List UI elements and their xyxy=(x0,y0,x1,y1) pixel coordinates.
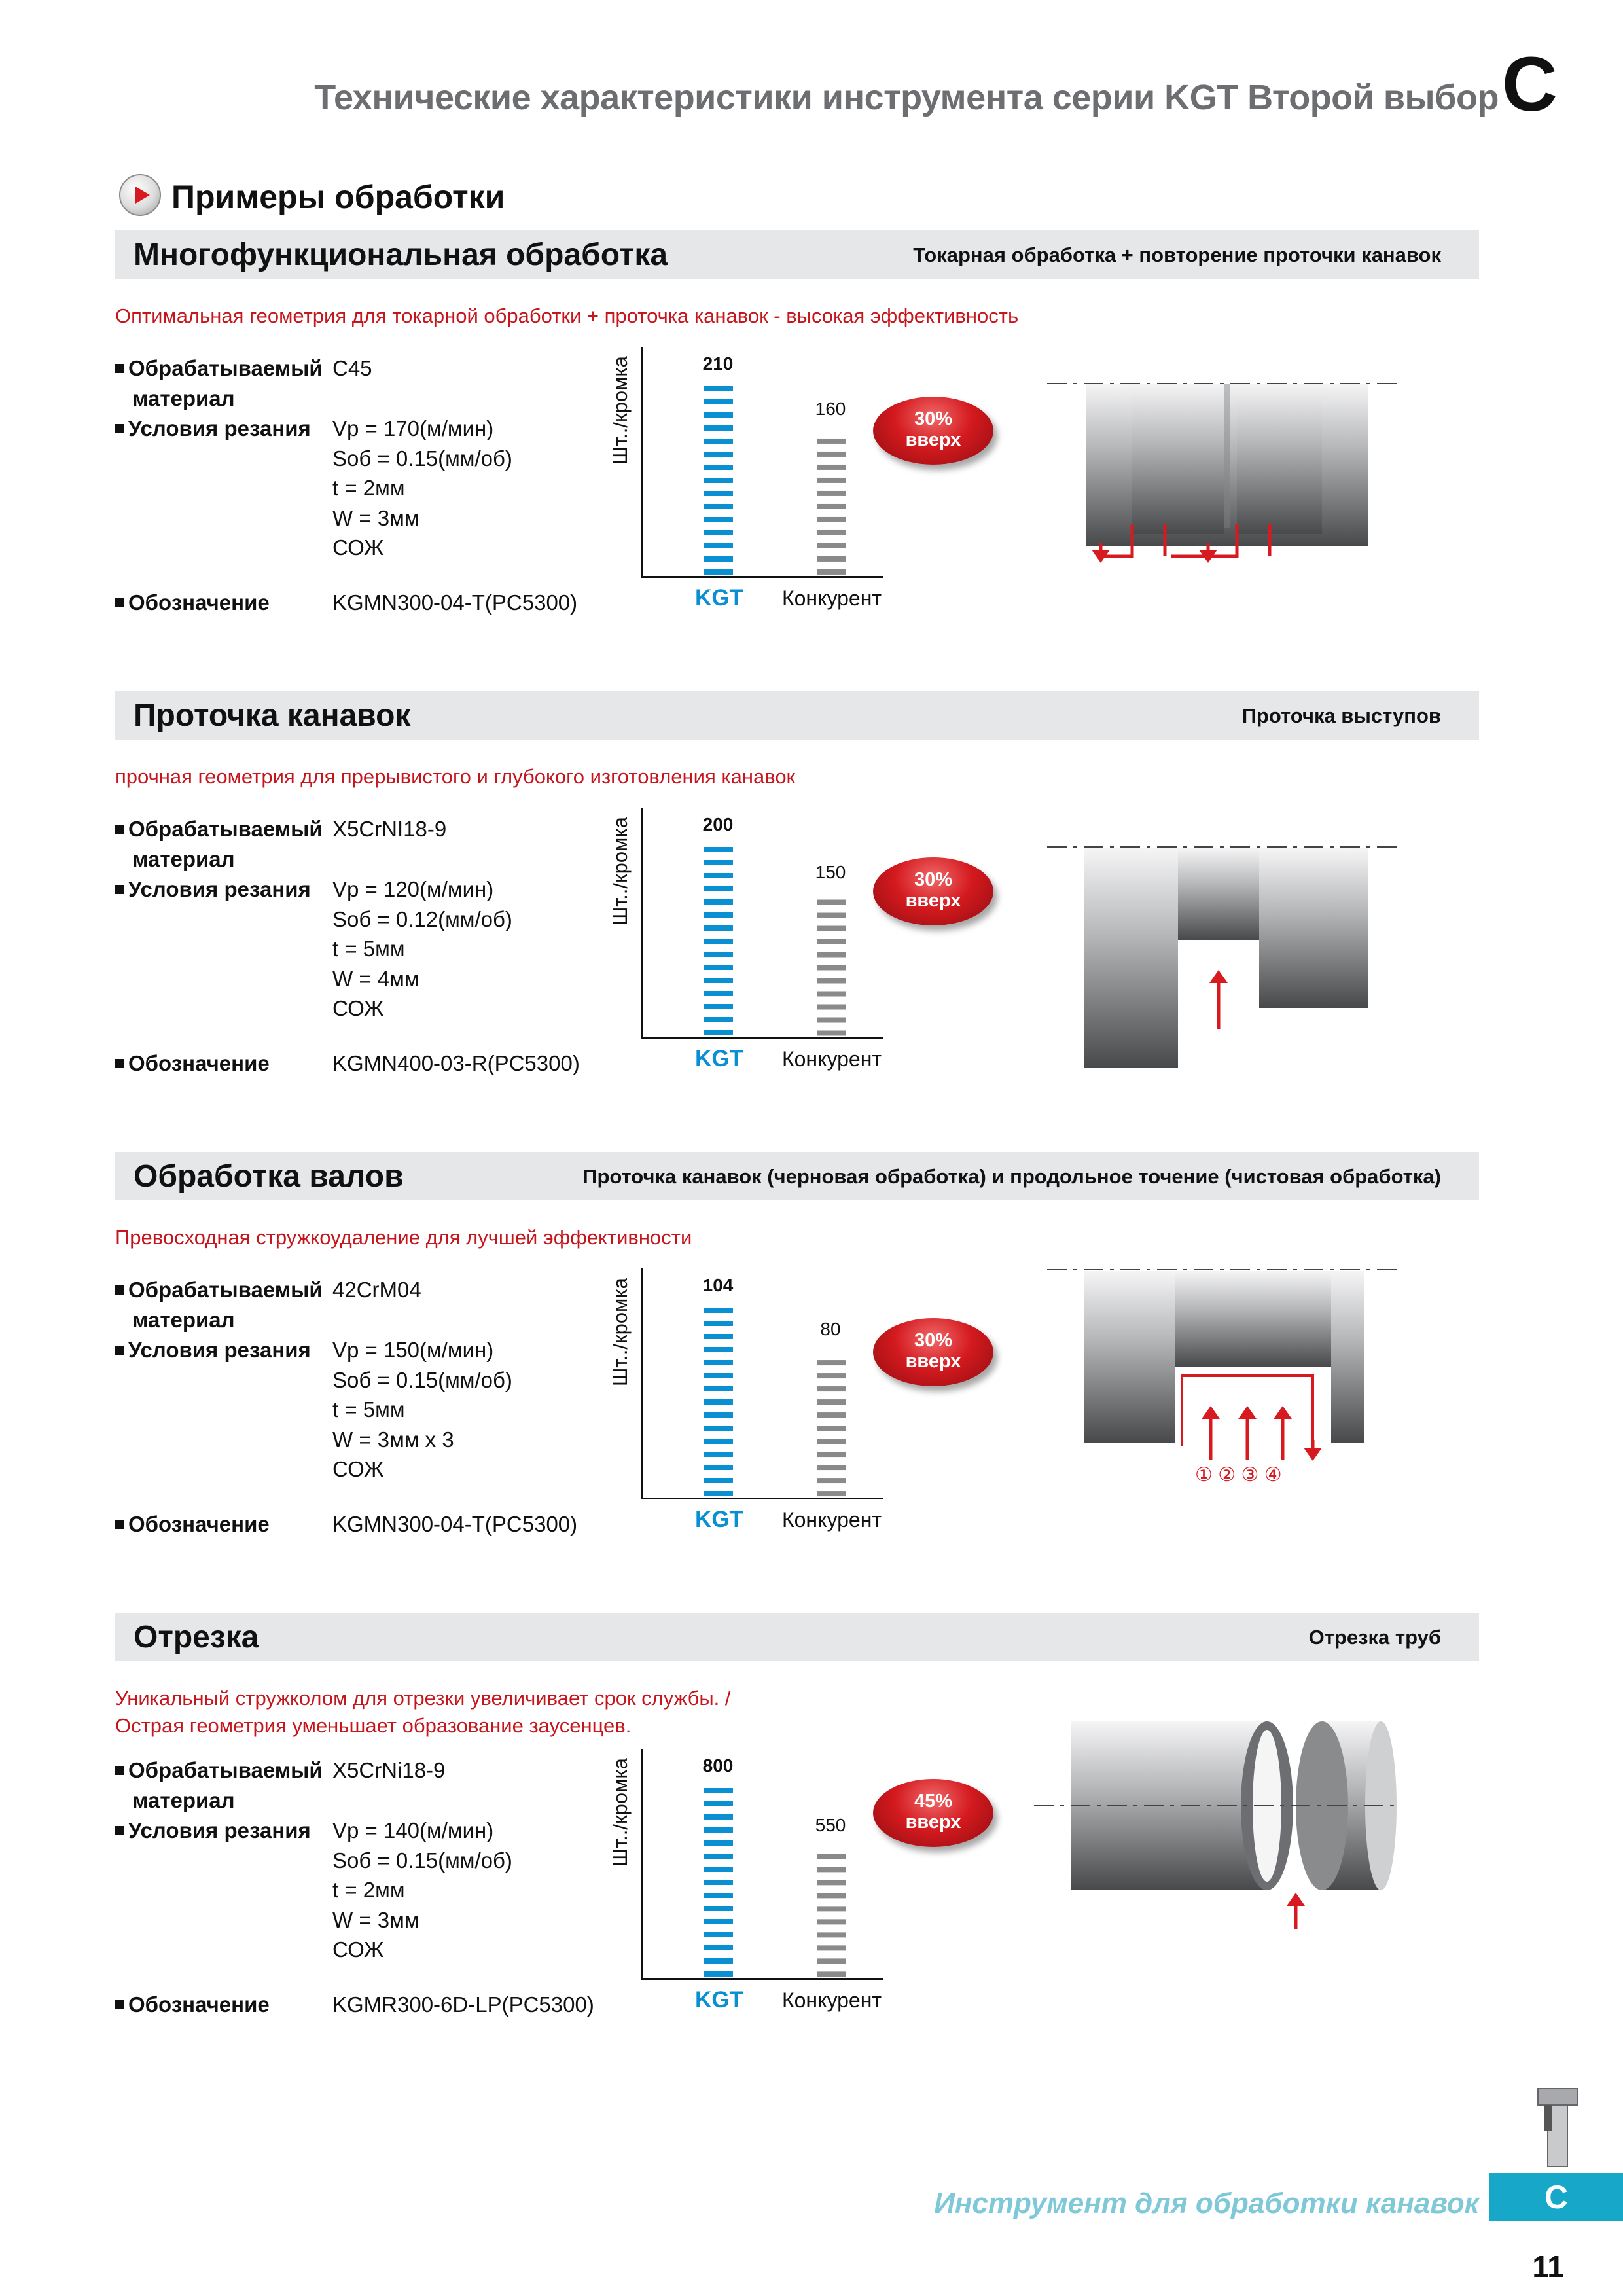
bar-segment xyxy=(817,1932,846,1937)
bar-segment xyxy=(817,939,846,944)
bar-segment xyxy=(817,517,846,522)
bullet-square-icon xyxy=(115,1285,124,1295)
condition-value: W = 3мм x 3 xyxy=(332,1427,454,1452)
bar-competitor xyxy=(815,431,848,576)
bar-segment xyxy=(817,952,846,957)
category-label-competitor: Конкурент xyxy=(781,1988,882,2012)
bar-segment xyxy=(817,1017,846,1022)
bar-segment xyxy=(704,1347,733,1352)
bar-segment xyxy=(817,1854,846,1859)
bar-segment xyxy=(817,556,846,562)
designation-label-text: Обозначение xyxy=(128,1512,270,1536)
bar-segment xyxy=(704,860,733,865)
category-label-kgt: KGT xyxy=(695,1987,743,2013)
bar-segment xyxy=(817,439,846,444)
bar-segment xyxy=(817,1919,846,1924)
bar-segment xyxy=(817,1386,846,1391)
condition-value: Vp = 150(м/мин) xyxy=(332,1338,494,1362)
bar-segment xyxy=(817,569,846,575)
bar-segment xyxy=(704,491,733,496)
bullet-square-icon xyxy=(115,1059,124,1068)
bar-segment xyxy=(704,1971,733,1977)
bar-segment xyxy=(817,1439,846,1444)
bar-segment xyxy=(817,1004,846,1009)
section-header-bar xyxy=(115,230,1479,279)
value-label-competitor: 150 xyxy=(815,861,846,882)
bar-segment xyxy=(704,386,733,391)
bar-segment xyxy=(817,1399,846,1405)
condition-value: Sоб = 0.15(мм/об) xyxy=(332,446,512,471)
bar-segment xyxy=(817,1958,846,1964)
designation-label xyxy=(115,1049,270,1079)
bullet-square-icon xyxy=(115,2000,124,2009)
chart-y-axis xyxy=(641,1749,643,1978)
bullet-square-icon xyxy=(115,424,124,433)
bar-segment xyxy=(704,556,733,562)
bar-segment xyxy=(704,1906,733,1911)
material-label-line1: Обрабатываемый xyxy=(128,1278,323,1302)
material-label-line2: материал xyxy=(132,847,235,871)
condition-value: t = 2мм xyxy=(332,476,405,500)
bar-segment xyxy=(704,439,733,444)
bar-segment xyxy=(704,1880,733,1885)
section-subtitle: Токарная обработка + повторение проточки канавок xyxy=(913,243,1441,266)
value-label-kgt: 800 xyxy=(702,1755,734,1776)
material-label-cont xyxy=(115,1305,235,1335)
bar-segment xyxy=(704,1412,733,1418)
bar-segment xyxy=(817,543,846,548)
badge-text: вверх xyxy=(905,1812,961,1833)
designation-value: KGMN300-04-T(PC5300) xyxy=(332,590,578,615)
chart-y-axis xyxy=(641,1268,643,1498)
page-header-title: Технические характеристики инструмента серии KGT Второй выбор xyxy=(314,78,1499,117)
improvement-badge xyxy=(873,1779,993,1847)
conditions-label xyxy=(115,1335,311,1365)
footer-text: Инструмент для обработки канавок xyxy=(934,2187,1479,2219)
bar-segment xyxy=(817,465,846,470)
category-label-kgt: KGT xyxy=(695,1507,743,1532)
bar-segment xyxy=(704,1321,733,1326)
bar-segment xyxy=(817,530,846,535)
bar-competitor xyxy=(815,1352,848,1498)
designation-value: KGMR300-6D-LP(PC5300) xyxy=(332,1992,594,2017)
bar-segment xyxy=(704,1788,733,1793)
section-description: прочная геометрия для прерывистого и глубокого изготовления канавок xyxy=(115,765,796,788)
condition-value: t = 2мм xyxy=(332,1878,405,1902)
section-letter: C xyxy=(1501,41,1558,128)
bar-kgt xyxy=(703,386,736,576)
bar-segment xyxy=(704,991,733,996)
bar-segment xyxy=(817,1906,846,1911)
condition-value: W = 4мм xyxy=(332,966,419,991)
conditions-label xyxy=(115,1816,311,1846)
bar-segment xyxy=(817,1945,846,1950)
condition-value: СОЖ xyxy=(332,1457,384,1481)
value-label-competitor: 160 xyxy=(815,399,846,420)
bar-segment xyxy=(704,847,733,852)
bar-segment xyxy=(704,1308,733,1313)
condition-value: СОЖ xyxy=(332,996,384,1020)
improvement-badge xyxy=(873,1318,993,1386)
designation-label-text: Обозначение xyxy=(128,1051,270,1075)
category-label-competitor: Конкурент xyxy=(781,1508,882,1532)
condition-value: t = 5мм xyxy=(332,937,405,961)
condition-value: Sоб = 0.15(мм/об) xyxy=(332,1367,512,1392)
badge-text: вверх xyxy=(905,890,961,911)
section-title: Проточка канавок xyxy=(134,698,411,733)
material-label-line2: материал xyxy=(132,386,235,410)
designation-label xyxy=(115,588,270,618)
bar-segment xyxy=(704,1426,733,1431)
bar-segment xyxy=(704,1360,733,1365)
material-label-line1: Обрабатываемый xyxy=(128,356,323,380)
value-label-kgt: 200 xyxy=(702,814,734,834)
bar-segment xyxy=(704,1465,733,1470)
material-label-line2: материал xyxy=(132,1308,235,1332)
designation-value: KGMN300-04-T(PC5300) xyxy=(332,1512,578,1536)
conditions-label xyxy=(115,874,311,905)
value-label-kgt: 210 xyxy=(702,353,734,374)
bar-segment xyxy=(817,925,846,931)
bar-segment xyxy=(817,504,846,509)
bar-segment xyxy=(817,491,846,496)
bar-segment xyxy=(704,1491,733,1496)
bar-segment xyxy=(817,899,846,905)
bullet-square-icon xyxy=(115,825,124,834)
section-description: Острая геометрия уменьшает образование заусенцев. xyxy=(115,1714,632,1737)
bar-segment xyxy=(704,478,733,483)
bullet-square-icon xyxy=(115,598,124,607)
bar-segment xyxy=(704,412,733,418)
bar-segment xyxy=(704,1373,733,1378)
section-description: Превосходная стружкоудаление для лучшей эффективности xyxy=(115,1226,692,1249)
bar-segment xyxy=(817,1478,846,1483)
bar-segment xyxy=(704,1439,733,1444)
bullet-square-icon xyxy=(115,1520,124,1529)
footer-section-letter: C xyxy=(1489,2173,1623,2221)
bar-segment xyxy=(704,1840,733,1846)
bar-segment xyxy=(704,530,733,535)
bar-competitor xyxy=(815,1848,848,1979)
bar-segment xyxy=(817,978,846,983)
bar-segment xyxy=(817,991,846,996)
badge-percent: 30% xyxy=(914,869,953,890)
bullet-square-icon xyxy=(115,885,124,894)
bar-segment xyxy=(704,425,733,431)
chart-x-axis xyxy=(641,576,883,578)
section-header-bar xyxy=(115,1613,1479,1661)
material-value: X5CrNI18-9 xyxy=(332,817,447,841)
bar-segment xyxy=(704,1399,733,1405)
section-header-bar xyxy=(115,691,1479,740)
workpiece-diagram-grooving xyxy=(1047,840,1400,1076)
bar-segment xyxy=(817,1867,846,1872)
material-value: 42CrM04 xyxy=(332,1278,421,1302)
designation-value: KGMN400-03-R(PC5300) xyxy=(332,1051,580,1075)
pass-number-markers: ① ② ③ ④ xyxy=(1195,1464,1282,1486)
bar-segment xyxy=(704,965,733,970)
bar-segment xyxy=(704,1801,733,1806)
value-label-competitor: 550 xyxy=(815,1814,846,1835)
bar-segment xyxy=(704,1814,733,1820)
bar-segment xyxy=(817,1971,846,1977)
bar-segment xyxy=(817,1360,846,1365)
bar-segment xyxy=(704,886,733,891)
condition-value: Sоб = 0.15(мм/об) xyxy=(332,1848,512,1873)
value-label-competitor: 80 xyxy=(820,1318,841,1339)
bar-kgt xyxy=(703,1788,736,1978)
bar-segment xyxy=(704,952,733,957)
bar-segment xyxy=(704,465,733,470)
category-label-competitor: Конкурент xyxy=(781,586,882,610)
bar-segment xyxy=(704,1386,733,1391)
grooving-tool-icon xyxy=(1525,2088,1597,2173)
workpiece-diagram-multifunction xyxy=(1047,367,1400,576)
bar-segment xyxy=(704,899,733,905)
conditions-label-text: Условия резания xyxy=(128,1818,311,1842)
chart-y-axis xyxy=(641,347,643,576)
category-label-kgt: KGT xyxy=(695,1046,743,1071)
condition-value: СОЖ xyxy=(332,1937,384,1962)
bar-segment xyxy=(704,1334,733,1339)
section-subtitle: Проточка выступов xyxy=(1241,704,1441,727)
examples-title: Примеры обработки xyxy=(171,179,505,215)
bar-segment xyxy=(704,504,733,509)
condition-value: СОЖ xyxy=(332,535,384,560)
material-label-line2: материал xyxy=(132,1788,235,1812)
bar-segment xyxy=(704,1030,733,1035)
bar-segment xyxy=(704,399,733,404)
bar-segment xyxy=(817,1452,846,1457)
chart-y-axis xyxy=(641,808,643,1037)
bar-segment xyxy=(817,1412,846,1418)
value-label-kgt: 104 xyxy=(702,1275,734,1295)
conditions-label-text: Условия резания xyxy=(128,877,311,901)
bar-segment xyxy=(704,978,733,983)
bar-kgt xyxy=(703,1308,736,1498)
improvement-badge xyxy=(873,857,993,925)
section-title: Отрезка xyxy=(134,1620,259,1655)
section-title: Многофункциональная обработка xyxy=(134,238,668,272)
bar-segment xyxy=(817,1465,846,1470)
bullet-square-icon xyxy=(115,1346,124,1355)
bar-segment xyxy=(704,1945,733,1950)
condition-value: W = 3мм xyxy=(332,505,419,530)
section-description: Оптимальная геометрия для токарной обработки + проточка канавок - высокая эффективность xyxy=(115,304,1019,327)
conditions-label-text: Условия резания xyxy=(128,1338,311,1362)
play-icon xyxy=(119,174,161,216)
chart-y-label: Шт../кромка xyxy=(609,1758,632,1867)
section-title: Обработка валов xyxy=(134,1159,404,1194)
bar-segment xyxy=(704,543,733,548)
condition-value: Vp = 170(м/мин) xyxy=(332,416,494,440)
bar-segment xyxy=(704,1017,733,1022)
bar-segment xyxy=(704,1919,733,1924)
material-value: X5CrNi18-9 xyxy=(332,1758,446,1782)
category-label-kgt: KGT xyxy=(695,585,743,611)
bar-segment xyxy=(704,1893,733,1898)
condition-value: t = 5мм xyxy=(332,1397,405,1422)
bar-segment xyxy=(704,873,733,878)
chart-y-label: Шт../кромка xyxy=(609,1278,632,1386)
conditions-label xyxy=(115,414,311,444)
bar-segment xyxy=(704,1827,733,1833)
section-subtitle: Отрезка труб xyxy=(1308,1626,1441,1649)
chart-y-label: Шт../кромка xyxy=(609,817,632,925)
bar-segment xyxy=(817,965,846,970)
bullet-square-icon xyxy=(115,364,124,373)
bar-segment xyxy=(817,1373,846,1378)
designation-label xyxy=(115,1990,270,2020)
bar-segment xyxy=(704,1867,733,1872)
material-label-cont xyxy=(115,384,235,414)
designation-label xyxy=(115,1509,270,1539)
bar-segment xyxy=(817,478,846,483)
material-label-line1: Обрабатываемый xyxy=(128,1758,323,1782)
workpiece-diagram-parting xyxy=(1034,1708,1400,1944)
bar-segment xyxy=(704,569,733,575)
bar-segment xyxy=(704,939,733,944)
condition-value: W = 3мм xyxy=(332,1907,419,1932)
section-description: Уникальный стружколом для отрезки увеличивает срок службы. / xyxy=(115,1687,731,1710)
bar-segment xyxy=(704,1452,733,1457)
bar-segment xyxy=(817,1880,846,1885)
bar-segment xyxy=(704,1854,733,1859)
badge-percent: 30% xyxy=(914,1330,953,1351)
bullet-square-icon xyxy=(115,1826,124,1835)
material-label xyxy=(115,1275,323,1305)
bar-segment xyxy=(704,1958,733,1964)
section-subtitle: Проточка канавок (черновая обработка) и продольное точение (чистовая обработка) xyxy=(582,1165,1441,1188)
material-label xyxy=(115,353,323,384)
bar-segment xyxy=(817,1491,846,1496)
page-number: 11 xyxy=(1532,2250,1564,2284)
bar-segment xyxy=(704,1478,733,1483)
condition-value: Sоб = 0.12(мм/об) xyxy=(332,906,512,931)
bar-segment xyxy=(817,1893,846,1898)
badge-text: вверх xyxy=(905,1351,961,1372)
bar-segment xyxy=(704,925,733,931)
material-label xyxy=(115,1755,323,1785)
section-header-bar xyxy=(115,1152,1479,1200)
bar-kgt xyxy=(703,847,736,1037)
designation-label-text: Обозначение xyxy=(128,1992,270,2017)
bar-segment xyxy=(704,517,733,522)
improvement-badge xyxy=(873,397,993,465)
condition-value: Vp = 140(м/мин) xyxy=(332,1818,494,1842)
material-label-cont xyxy=(115,844,235,874)
bar-segment xyxy=(704,1004,733,1009)
material-label-cont xyxy=(115,1785,235,1816)
designation-label-text: Обозначение xyxy=(128,590,270,615)
material-value: C45 xyxy=(332,356,372,380)
badge-percent: 30% xyxy=(914,408,953,429)
material-label xyxy=(115,814,323,844)
bar-segment xyxy=(817,1030,846,1035)
chart-y-label: Шт../кромка xyxy=(609,356,632,465)
badge-percent: 45% xyxy=(914,1791,953,1812)
bar-segment xyxy=(704,912,733,918)
category-label-competitor: Конкурент xyxy=(781,1047,882,1071)
bullet-square-icon xyxy=(115,1766,124,1775)
bar-segment xyxy=(817,452,846,457)
conditions-label-text: Условия резания xyxy=(128,416,311,440)
badge-text: вверх xyxy=(905,429,961,450)
bar-segment xyxy=(704,452,733,457)
bar-competitor xyxy=(815,895,848,1037)
bar-segment xyxy=(817,912,846,918)
material-label-line1: Обрабатываемый xyxy=(128,817,323,841)
condition-value: Vp = 120(м/мин) xyxy=(332,877,494,901)
bar-segment xyxy=(704,1932,733,1937)
bar-segment xyxy=(817,1426,846,1431)
